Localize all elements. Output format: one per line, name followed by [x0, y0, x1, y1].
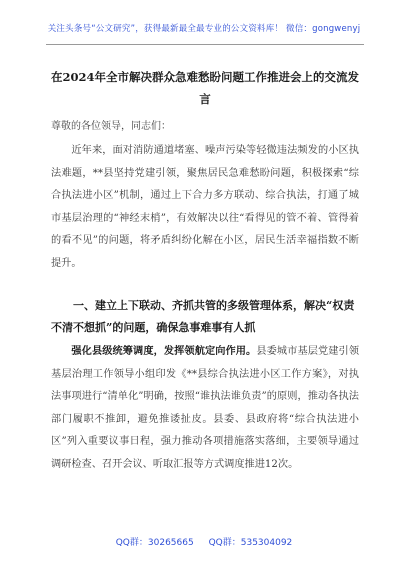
footer-contacts — [0, 535, 408, 548]
section-heading-1: 一、建立上下联动、齐抓共管的多级管理体系，解决“权责不清不想抓”的问题，确保急事难事有人抓 — [51, 299, 355, 334]
document-title: 在2024年全市解决群众急难愁盼问题工作推进会上的交流发言 — [50, 70, 359, 106]
salutation: 尊敬的各位领导，同志们： — [51, 121, 171, 132]
footer-qq-group-2: QQ群：535304092 — [208, 538, 293, 548]
header-divider — [46, 44, 364, 45]
header-note: 关注头条号“公文研究”，获得最新最全最专业的公文资料库！ 微信：gongwenyj — [47, 24, 361, 34]
paragraph-lead: 强化县级统筹调度，发挥领航定向作用。 — [71, 345, 257, 357]
paragraph-text: 县委城市基层党建引领基层治理工作领导小组印发《**县综合执法进小区工作方案》，对执法事项进行“清单化”明确，按照“谁执法谁负责”的原则，推动各执法部门履职不推卸，避免推诿扯皮。县委、县政府将“综合执法进小区”列入重要议事日程，强力推动各项措施落实落细，主要领导通过调研检查、召开会议、听取汇报等方式调度推进12次。 — [51, 346, 360, 470]
paragraph-intro: 近年来，面对消防通道堵塞、噪声污染等轻微违法频发的小区执法难题，**县坚持党建引领，聚焦居民急难愁盼问题，积极探索“综合执法进小区”机制，通过上下合力多方联动、综合执法，打通了城市基层治理的“神经末梢”，有效解决以往“看得见的管不着、管得着的看不见”的问题，将矛盾纠纷化解在小区，居民生活幸福指数不断提升。 — [51, 145, 359, 269]
footer-qq-group-1: QQ群：30265665 — [115, 538, 194, 548]
paragraph-section-1 — [51, 340, 359, 476]
